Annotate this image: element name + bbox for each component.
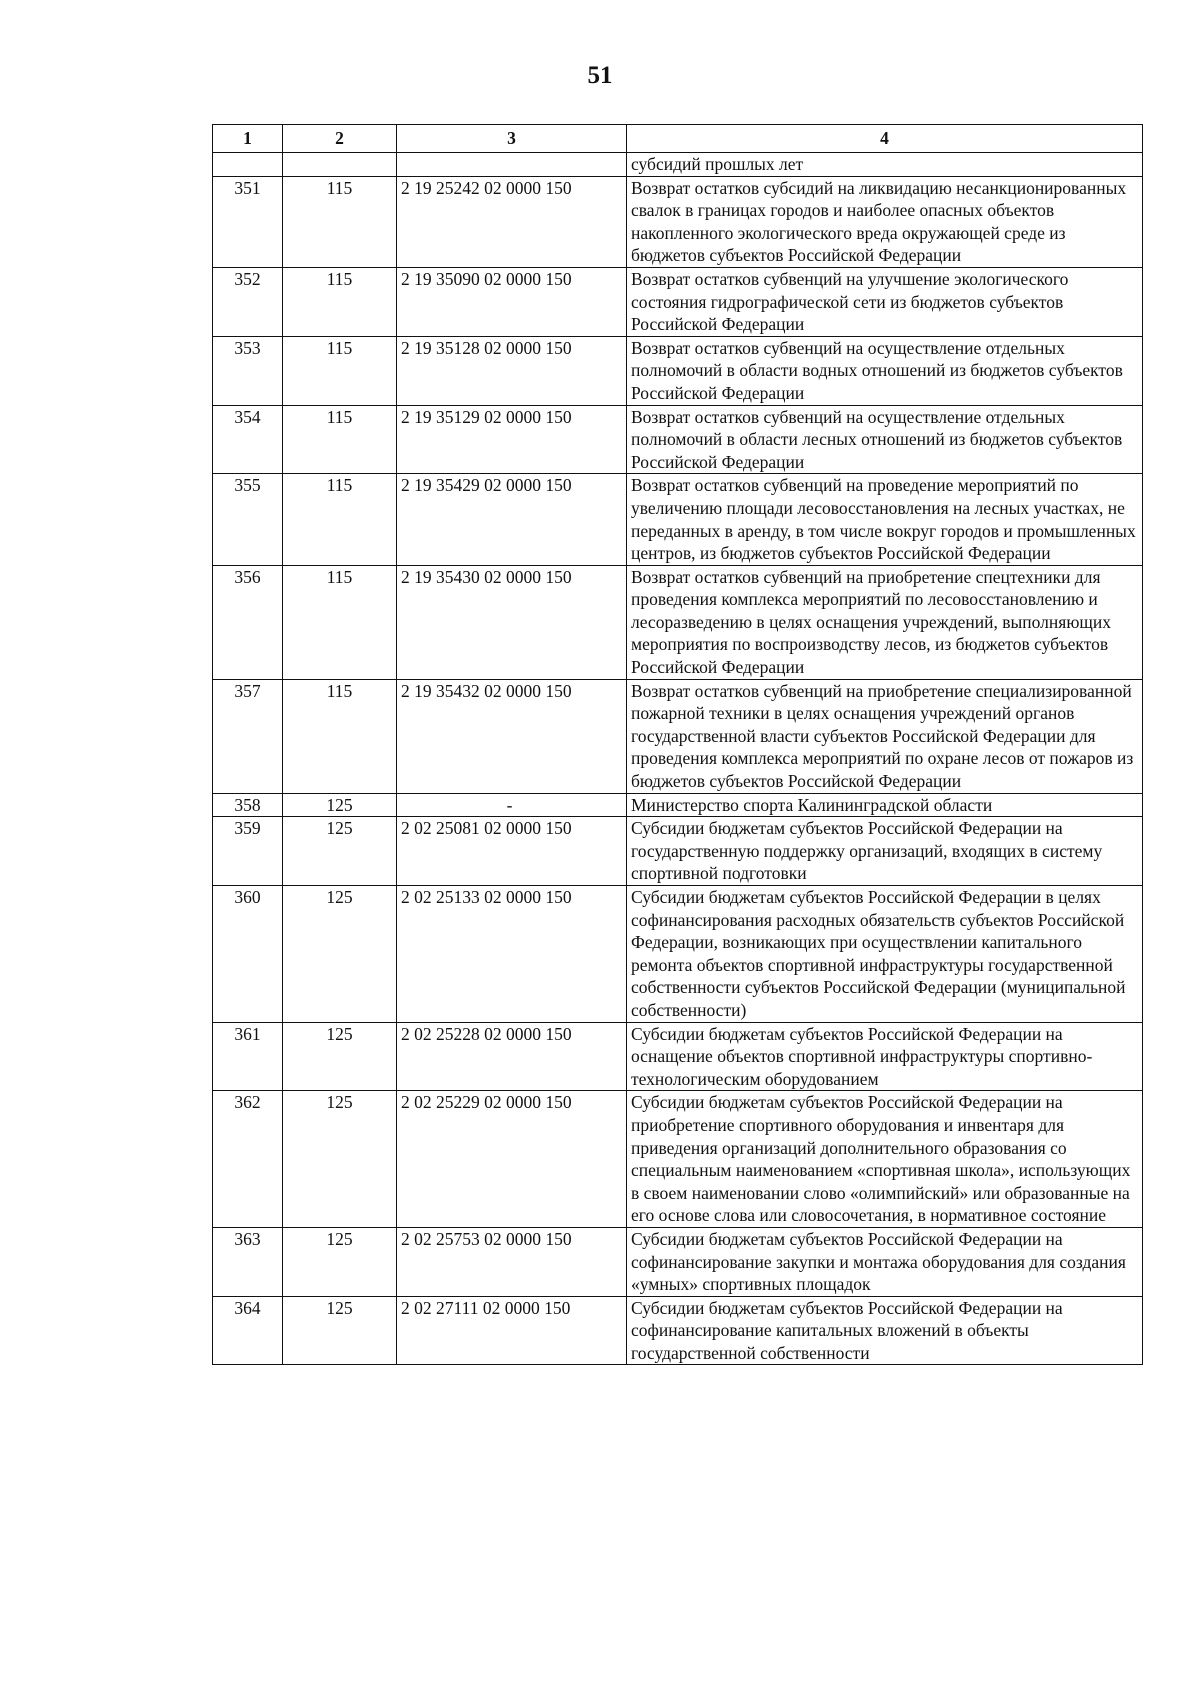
table-row [213, 405, 1143, 474]
table-row [213, 565, 1143, 679]
cell-name: Возврат остатков субвенций на приобретение спецтехники для проведения комплекса мероприятий по лесовосстановлению и лесоразведению в целях оснащения учреждений, выполняющих мероприятия по воспроизводству лесов, из бюджетов субъектов Российской Федерации [627, 565, 1143, 679]
cell-budget-code: 2 02 25133 02 0000 150 [397, 886, 627, 1023]
cell-budget-code: 2 19 35128 02 0000 150 [397, 336, 627, 405]
cell-name: Субсидии бюджетам субъектов Российской Федерации на государственную поддержку организаций, входящих в систему спортивной подготовки [627, 817, 1143, 886]
table-body [213, 153, 1143, 1365]
cell-number: 352 [213, 267, 283, 336]
cell-admin-code: 115 [283, 565, 397, 679]
cell-name: Возврат остатков субсидий на ликвидацию несанкционированных свалок в границах городов и наиболее опасных объектов накопленного экологического вреда окружающей среде из бюджетов субъектов Российской Федерации [627, 176, 1143, 267]
cell-number: 360 [213, 886, 283, 1023]
cell-number: 354 [213, 405, 283, 474]
cell-number: 364 [213, 1296, 283, 1365]
cell-admin-code: 125 [283, 817, 397, 886]
cell-number: 355 [213, 474, 283, 565]
cell-name: Возврат остатков субвенций на проведение мероприятий по увеличению площади лесовосстановления на лесных участках, не переданных в аренду, в том числе вокруг городов и промышленных центров, из бюджетов субъектов Российской Федерации [627, 474, 1143, 565]
table-row [213, 793, 1143, 817]
cell-budget-code: 2 19 35429 02 0000 150 [397, 474, 627, 565]
column-header-1: 1 [213, 125, 283, 153]
cell-name: Субсидии бюджетам субъектов Российской Федерации на оснащение объектов спортивной инфраструктуры спортивно-технологическим оборудованием [627, 1022, 1143, 1091]
cell-admin-code: 125 [283, 1022, 397, 1091]
table-row [213, 1091, 1143, 1228]
cell-num [213, 153, 283, 177]
table-row [213, 679, 1143, 793]
cell-number: 361 [213, 1022, 283, 1091]
cell-name: Возврат остатков субвенций на осуществление отдельных полномочий в области лесных отношений из бюджетов субъектов Российской Федерации [627, 405, 1143, 474]
cell-admin-code: 115 [283, 679, 397, 793]
cell-admin-code: 125 [283, 1227, 397, 1296]
cell-admin-code: 125 [283, 1091, 397, 1228]
cell-number: 351 [213, 176, 283, 267]
cell-name: Субсидии бюджетам субъектов Российской Федерации на приобретение спортивного оборудования и инвентаря для приведения организаций дополнительного образования со специальным наименованием «спортивная школа», использующих в своем наименовании слово «олимпийский» или образованные на его основе слова или словосочетания, в нормативное состояние [627, 1091, 1143, 1228]
budget-codes-table [212, 124, 1143, 1365]
cell-number: 363 [213, 1227, 283, 1296]
cell-number: 358 [213, 793, 283, 817]
cell-name: Субсидии бюджетам субъектов Российской Федерации в целях софинансирования расходных обязательств субъектов Российской Федерации, возникающих при осуществлении капитального ремонта объектов спортивной инфраструктуры государственной собственности субъектов Российской Федерации (муниципальной собственности) [627, 886, 1143, 1023]
table-row [213, 1022, 1143, 1091]
cell-admin-code: 125 [283, 1296, 397, 1365]
column-header-3: 3 [397, 125, 627, 153]
table-header-row [213, 125, 1143, 153]
cell-code [397, 153, 627, 177]
table-row [213, 336, 1143, 405]
cell-admin-code: 115 [283, 474, 397, 565]
cell-budget-code: 2 19 35432 02 0000 150 [397, 679, 627, 793]
table-row [213, 474, 1143, 565]
cell-budget-code: 2 02 27111 02 0000 150 [397, 1296, 627, 1365]
cell-number: 357 [213, 679, 283, 793]
cell-budget-code: 2 19 25242 02 0000 150 [397, 176, 627, 267]
column-header-4: 4 [627, 125, 1143, 153]
table-row [213, 1296, 1143, 1365]
cell-admin-code: 115 [283, 176, 397, 267]
cell-name: Возврат остатков субвенций на улучшение экологического состояния гидрографической сети из бюджетов субъектов Российской Федерации [627, 267, 1143, 336]
cell-admin-code: 125 [283, 793, 397, 817]
cell-budget-code: 2 02 25753 02 0000 150 [397, 1227, 627, 1296]
cell-budget-code: 2 19 35430 02 0000 150 [397, 565, 627, 679]
table-row [213, 886, 1143, 1023]
continuation-text: субсидий прошлых лет [627, 153, 1143, 177]
cell-budget-code: 2 19 35090 02 0000 150 [397, 267, 627, 336]
cell-name: Возврат остатков субвенций на приобретение специализированной пожарной техники в целях оснащения учреждений органов государственной власти субъектов Российской Федерации для проведения комплекса мероприятий по охране лесов от пожаров из бюджетов субъектов Российской Федерации [627, 679, 1143, 793]
cell-admin-code: 115 [283, 405, 397, 474]
table-row [213, 817, 1143, 886]
table-row [213, 176, 1143, 267]
cell-budget-code: 2 02 25229 02 0000 150 [397, 1091, 627, 1228]
cell-number: 362 [213, 1091, 283, 1228]
cell-name: Субсидии бюджетам субъектов Российской Федерации на софинансирование капитальных вложений в объекты государственной собственности [627, 1296, 1143, 1365]
cell-admin-code: 115 [283, 267, 397, 336]
cell-admin-code: 115 [283, 336, 397, 405]
cell-name: Министерство спорта Калининградской области [627, 793, 1143, 817]
column-header-2: 2 [283, 125, 397, 153]
continuation-row [213, 153, 1143, 177]
cell-name: Возврат остатков субвенций на осуществление отдельных полномочий в области водных отношений из бюджетов субъектов Российской Федерации [627, 336, 1143, 405]
cell-number: 359 [213, 817, 283, 886]
cell-budget-code: 2 19 35129 02 0000 150 [397, 405, 627, 474]
cell-budget-code: 2 02 25228 02 0000 150 [397, 1022, 627, 1091]
cell-admin [283, 153, 397, 177]
cell-number: 356 [213, 565, 283, 679]
cell-budget-code: - [397, 793, 627, 817]
page-number: 51 [587, 62, 613, 89]
cell-admin-code: 125 [283, 886, 397, 1023]
cell-budget-code: 2 02 25081 02 0000 150 [397, 817, 627, 886]
cell-number: 353 [213, 336, 283, 405]
table-row [213, 267, 1143, 336]
table-row [213, 1227, 1143, 1296]
cell-name: Субсидии бюджетам субъектов Российской Федерации на софинансирование закупки и монтажа оборудования для создания «умных» спортивных площадок [627, 1227, 1143, 1296]
